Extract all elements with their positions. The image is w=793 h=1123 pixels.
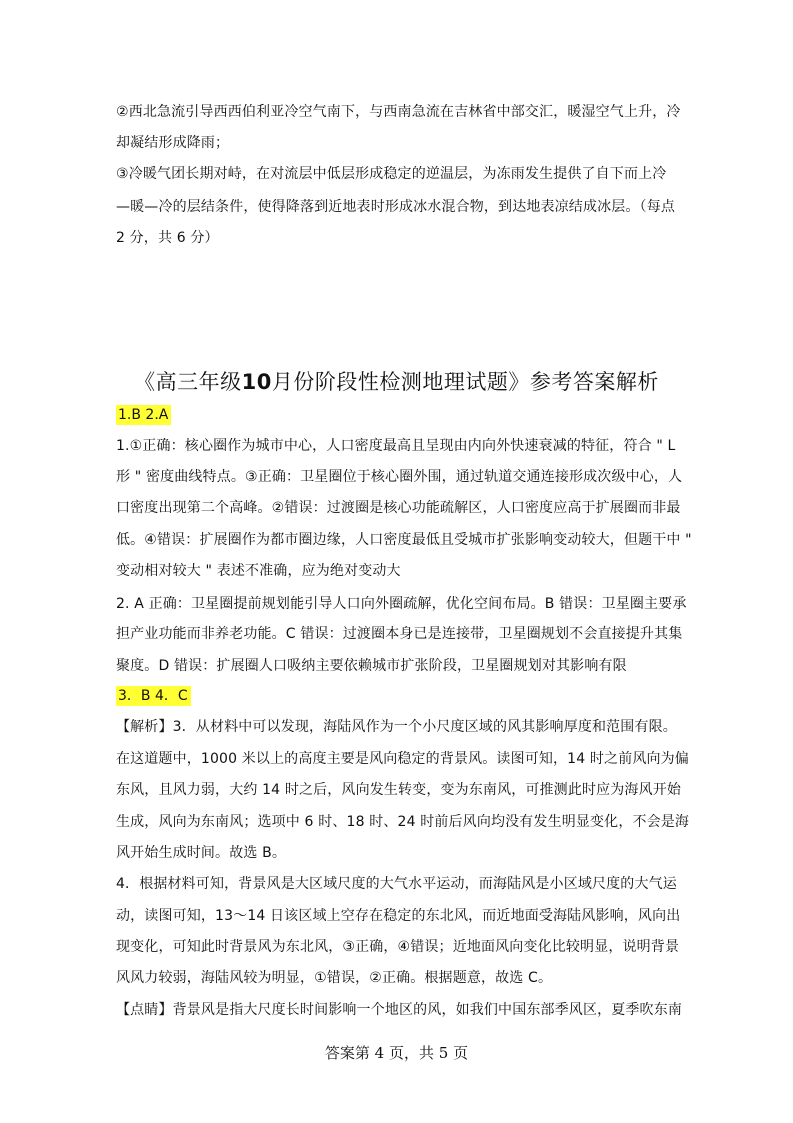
answer-key-highlight: 1.B 2.A [116,405,171,425]
text-line: ③冷暖气团长期对峙，在对流层中低层形成稳定的逆温层，为冻雨发生提供了自下而上冷 [116,166,667,182]
text-line: ②西北急流引导西西伯利亚冷空气南下，与西南急流在吉林省中部交汇，暖湿空气上升，冷 [116,104,681,120]
document-title [0,367,793,397]
answer-key-highlight: 3．B 4．C [116,686,191,706]
text-line: 担产业功能而非养老功能。C 错误：过渡圈本身已是连接带，卫星圈规划不会直接提升其集 [116,626,683,642]
text-line: 形 " 密度曲线特点。③正确：卫星圈位于核心圈外围，通过轨道交通连接形成次级中心，人 [116,469,683,485]
text-line: 口密度出现第二个高峰。②错误：过渡圈是核心功能疏解区，人口密度应高于扩展圈而非最 [116,500,681,516]
page-footer: 答案第 4 页，共 5 页 [324,1044,469,1062]
text-line: 2. A 正确：卫星圈提前规划能引导人口向外圈疏解，优化空间布局。B 错误：卫星圈主要承 [116,596,687,612]
text-line: 4．根据材料可知，背景风是大区域尺度的大气水平运动，而海陆风是小区域尺度的大气运 [116,876,677,892]
text-line: 变动相对较大 " 表述不准确，应为绝对变动大 [116,563,401,579]
text-line: 生成，风向为东南风；选项中 6 时、18 时、24 时前后风向均没有发生明显变化，不会是海 [116,814,690,830]
text-line: 1.①正确：核心圈作为城市中心，人口密度最高且呈现由内向外快速衰减的特征，符合 " L [116,438,676,454]
title-after: 月份阶段性检测地理试题》参考答案解析 [271,370,659,394]
text-line: 风风力较弱，海陆风较为明显，①错误，②正确。根据题意，故选 C。 [116,970,553,986]
text-line: 聚度。D 错误：扩展圈人口吸纳主要依赖城市扩张阶段，卫星圈规划对其影响有限 [116,658,627,674]
text-line: 低。④错误：扩展圈作为都市圈边缘，人口密度最低且受城市扩张影响变动较大，但题干中 " [116,532,692,548]
text-line: 现变化，可知此时背景风为东北风，③正确，④错误；近地面风向变化比较明显，说明背景 [116,939,680,955]
text-line: 【解析】3．从材料中可以发现，海陆风作为一个小尺度区域的风其影响厚度和范围有限。 [116,719,677,735]
title-number: 10 [241,370,272,394]
text-line: 在这道题中，1000 米以上的高度主要是风向稳定的背景风。读图可知，14 时之前风向为偏 [116,751,689,767]
title-before: 《高三年级 [134,370,242,394]
text-line: 【点睛】背景风是指大尺度长时间影响一个地区的风，如我们中国东部季风区，夏季吹东南 [116,1002,682,1018]
text-line: —暖—冷的层结条件，使得降落到近地表时形成冰水混合物，到达地表凉结成冰层。（每点 [116,199,675,215]
text-line: 却凝结形成降雨； [116,135,230,151]
text-line: 东风，且风力弱，大约 14 时之后，风向发生转变，变为东南风，可推测此时应为海风开始 [116,782,682,798]
text-line: 动，读图可知，13～14 日该区域上空存在稳定的东北风，而近地面受海陆风影响，风向出 [116,908,681,924]
text-line: 2 分，共 6 分） [116,230,219,246]
text-line: 风开始生成时间。故选 B。 [116,845,287,861]
